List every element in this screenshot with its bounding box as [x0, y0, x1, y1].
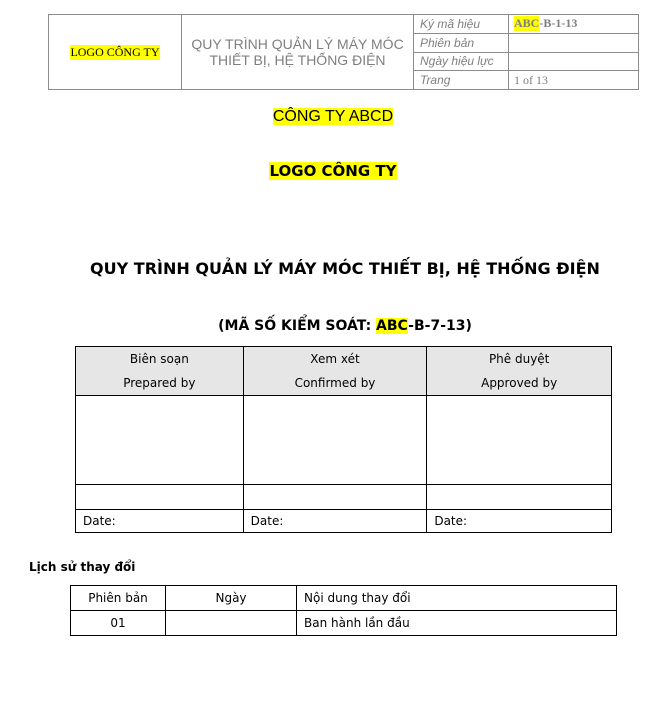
- header-logo-text: LOGO CÔNG TY: [70, 44, 160, 59]
- date-cell-confirmed[interactable]: Date:: [243, 510, 427, 533]
- approval-header-row: [76, 347, 612, 396]
- history-header-content: Nội dung thay đổi: [297, 586, 617, 611]
- header-logo-cell: [49, 15, 182, 89]
- header-row-version: [414, 34, 638, 53]
- header-value-effective-date: [509, 53, 638, 71]
- header-vi: Biên soạn: [129, 352, 189, 366]
- history-content-cell[interactable]: Ban hành lần đầu: [297, 611, 617, 636]
- date-row: [76, 510, 612, 533]
- document-header: [48, 14, 639, 90]
- history-title: Lịch sử thay đổi: [29, 560, 136, 574]
- company-name: CÔNG TY ABCD: [272, 108, 394, 125]
- history-date-cell[interactable]: [166, 611, 297, 636]
- header-label: Ký mã hiệu: [414, 15, 509, 33]
- history-table: [70, 585, 617, 636]
- logo-line: [0, 162, 666, 180]
- header-en: Prepared by: [123, 376, 196, 390]
- table-row: [71, 611, 617, 636]
- signature-cell-prepared[interactable]: [76, 396, 244, 485]
- date-cell-prepared[interactable]: Date:: [76, 510, 244, 533]
- header-value-code: [509, 15, 638, 33]
- header-label: Ngày hiệu lực: [414, 53, 509, 71]
- approval-header-prepared: [76, 347, 244, 396]
- header-vi: Phê duyệt: [488, 352, 550, 366]
- name-cell-approved[interactable]: [427, 485, 612, 510]
- header-vi: Xem xét: [310, 352, 360, 366]
- approval-table: [75, 346, 612, 533]
- name-cell-prepared[interactable]: [76, 485, 244, 510]
- history-header-version: Phiên bản: [71, 586, 166, 611]
- approval-header-approved: [427, 347, 612, 396]
- history-header-date: Ngày: [166, 586, 297, 611]
- header-label: Phiên bản: [414, 34, 509, 52]
- document-title: QUY TRÌNH QUẢN LÝ MÁY MÓC THIẾT BỊ, HỆ THỐNG ĐIỆN: [90, 259, 600, 278]
- header-en: Approved by: [481, 376, 558, 390]
- header-row-effective-date: [414, 53, 638, 72]
- header-en: Confirmed by: [294, 376, 376, 390]
- control-code-highlight: ABC: [376, 318, 409, 334]
- company-name-line: [0, 108, 666, 126]
- approval-header-confirmed: [243, 347, 427, 396]
- header-title: QUY TRÌNH QUẢN LÝ MÁY MÓC THIẾT BỊ, HỆ THỐNG ĐIỆN: [182, 15, 414, 89]
- signature-cell-confirmed[interactable]: [243, 396, 427, 485]
- name-cell-confirmed[interactable]: [243, 485, 427, 510]
- history-version-cell[interactable]: 01: [71, 611, 166, 636]
- header-row-code: [414, 15, 638, 34]
- history-header-row: [71, 586, 617, 611]
- signature-cell-approved[interactable]: [427, 396, 612, 485]
- date-cell-approved[interactable]: Date:: [427, 510, 612, 533]
- code-highlight: ABC: [514, 16, 540, 31]
- name-row: [76, 485, 612, 510]
- control-code-prefix: (MÃ SỐ KIỂM SOÁT:: [218, 318, 377, 334]
- header-value-version: [509, 34, 638, 52]
- header-label: Trang: [414, 71, 509, 89]
- header-value-page: 1 of 13: [514, 72, 548, 87]
- control-code: [0, 318, 666, 334]
- signature-row: [76, 396, 612, 485]
- control-code-suffix: -B-7-13): [408, 318, 472, 334]
- header-meta: [414, 15, 638, 89]
- code-suffix: -B-1-13: [539, 16, 578, 31]
- header-row-page: [414, 71, 638, 89]
- logo-placeholder: LOGO CÔNG TY: [269, 162, 397, 180]
